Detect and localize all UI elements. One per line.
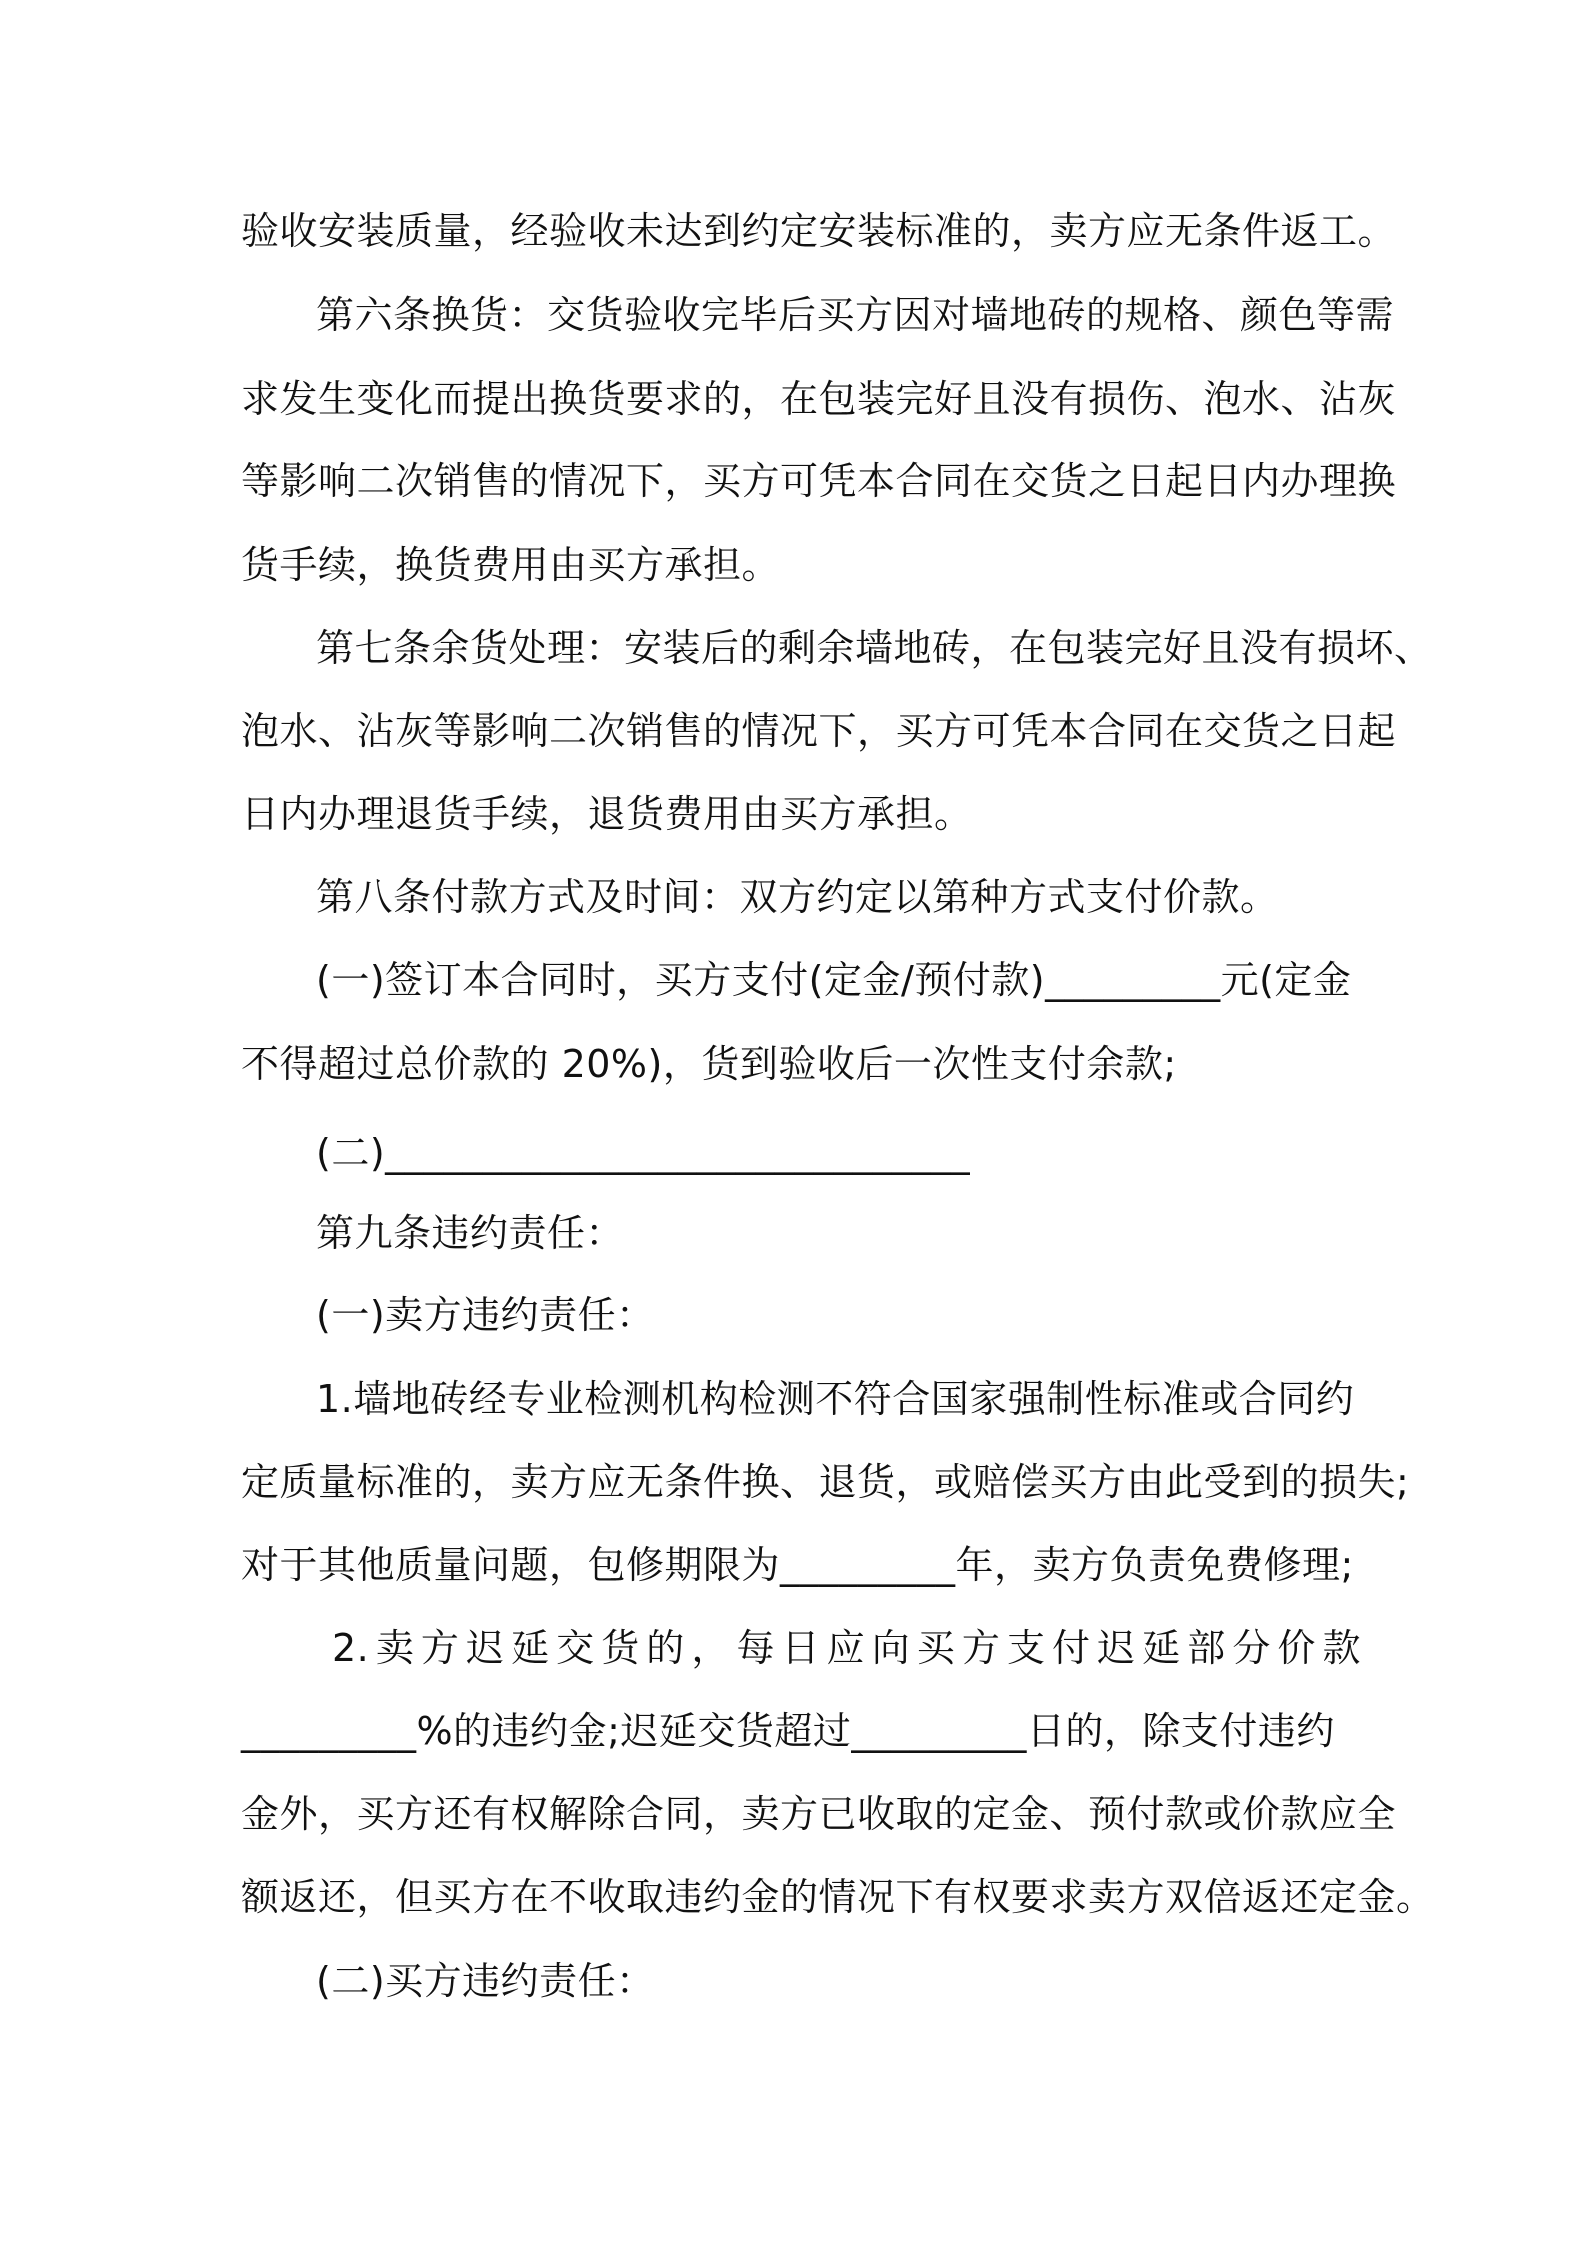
text-line-2: 第六条换货：交货验收完毕后买方因对墙地砖的规格、颜色等需 [316, 293, 1395, 337]
text-line-22: (二)买方违约责任： [316, 1959, 655, 2003]
text-line-4: 等影响二次销售的情况下，买方可凭本合同在交货之日起日内办理换 [241, 459, 1397, 503]
text-line-15: 1.墙地砖经专业检测机构检测不符合国家强制性标准或合同约 [316, 1377, 1355, 1421]
text-line-20: 金外，买方还有权解除合同，卖方已收取的定金、预付款或价款应全 [241, 1792, 1397, 1836]
text-line-13: 第九条违约责任： [316, 1211, 625, 1255]
text-line-12: (二)______________________________ [316, 1131, 971, 1175]
text-line-1: 验收安装质量，经验收未达到约定安装标准的，卖方应无条件返工。 [241, 209, 1397, 253]
text-line-6: 第七条余货处理：安装后的剩余墙地砖，在包装完好且没有损坏、 [316, 626, 1433, 670]
text-line-17: 对于其他质量问题，包修期限为_________年，卖方负责免费修理; [241, 1543, 1354, 1587]
text-line-11: 不得超过总价款的 20%)，货到验收后一次性支付余款; [241, 1042, 1177, 1086]
text-line-21: 额返还，但买方在不收取违约金的情况下有权要求卖方双倍返还定金。 [241, 1875, 1435, 1919]
text-line-8: 日内办理退货手续，退货费用由买方承担。 [241, 792, 973, 836]
text-line-3: 求发生变化而提出换货要求的，在包装完好且没有损伤、泡水、沾灰 [241, 377, 1397, 421]
text-line-16: 定质量标准的，卖方应无条件换、退货，或赔偿买方由此受到的损失; [241, 1460, 1410, 1504]
text-line-7: 泡水、沾灰等影响二次销售的情况下，买方可凭本合同在交货之日起 [241, 709, 1397, 753]
text-line-18: 2.卖方迟延交货的，每日应向买方支付迟延部分价款 [332, 1626, 1361, 1670]
text-line-19: _________%的违约金;迟延交货超过_________日的，除支付违约 [241, 1709, 1335, 1753]
text-line-10: (一)签订本合同时，买方支付(定金/预付款)_________元(定金 [316, 958, 1352, 1002]
text-line-9: 第八条付款方式及时间：双方约定以第种方式支付价款。 [316, 875, 1279, 919]
text-line-14: (一)卖方违约责任： [316, 1293, 655, 1337]
text-line-5: 货手续，换货费用由买方承担。 [241, 543, 781, 587]
